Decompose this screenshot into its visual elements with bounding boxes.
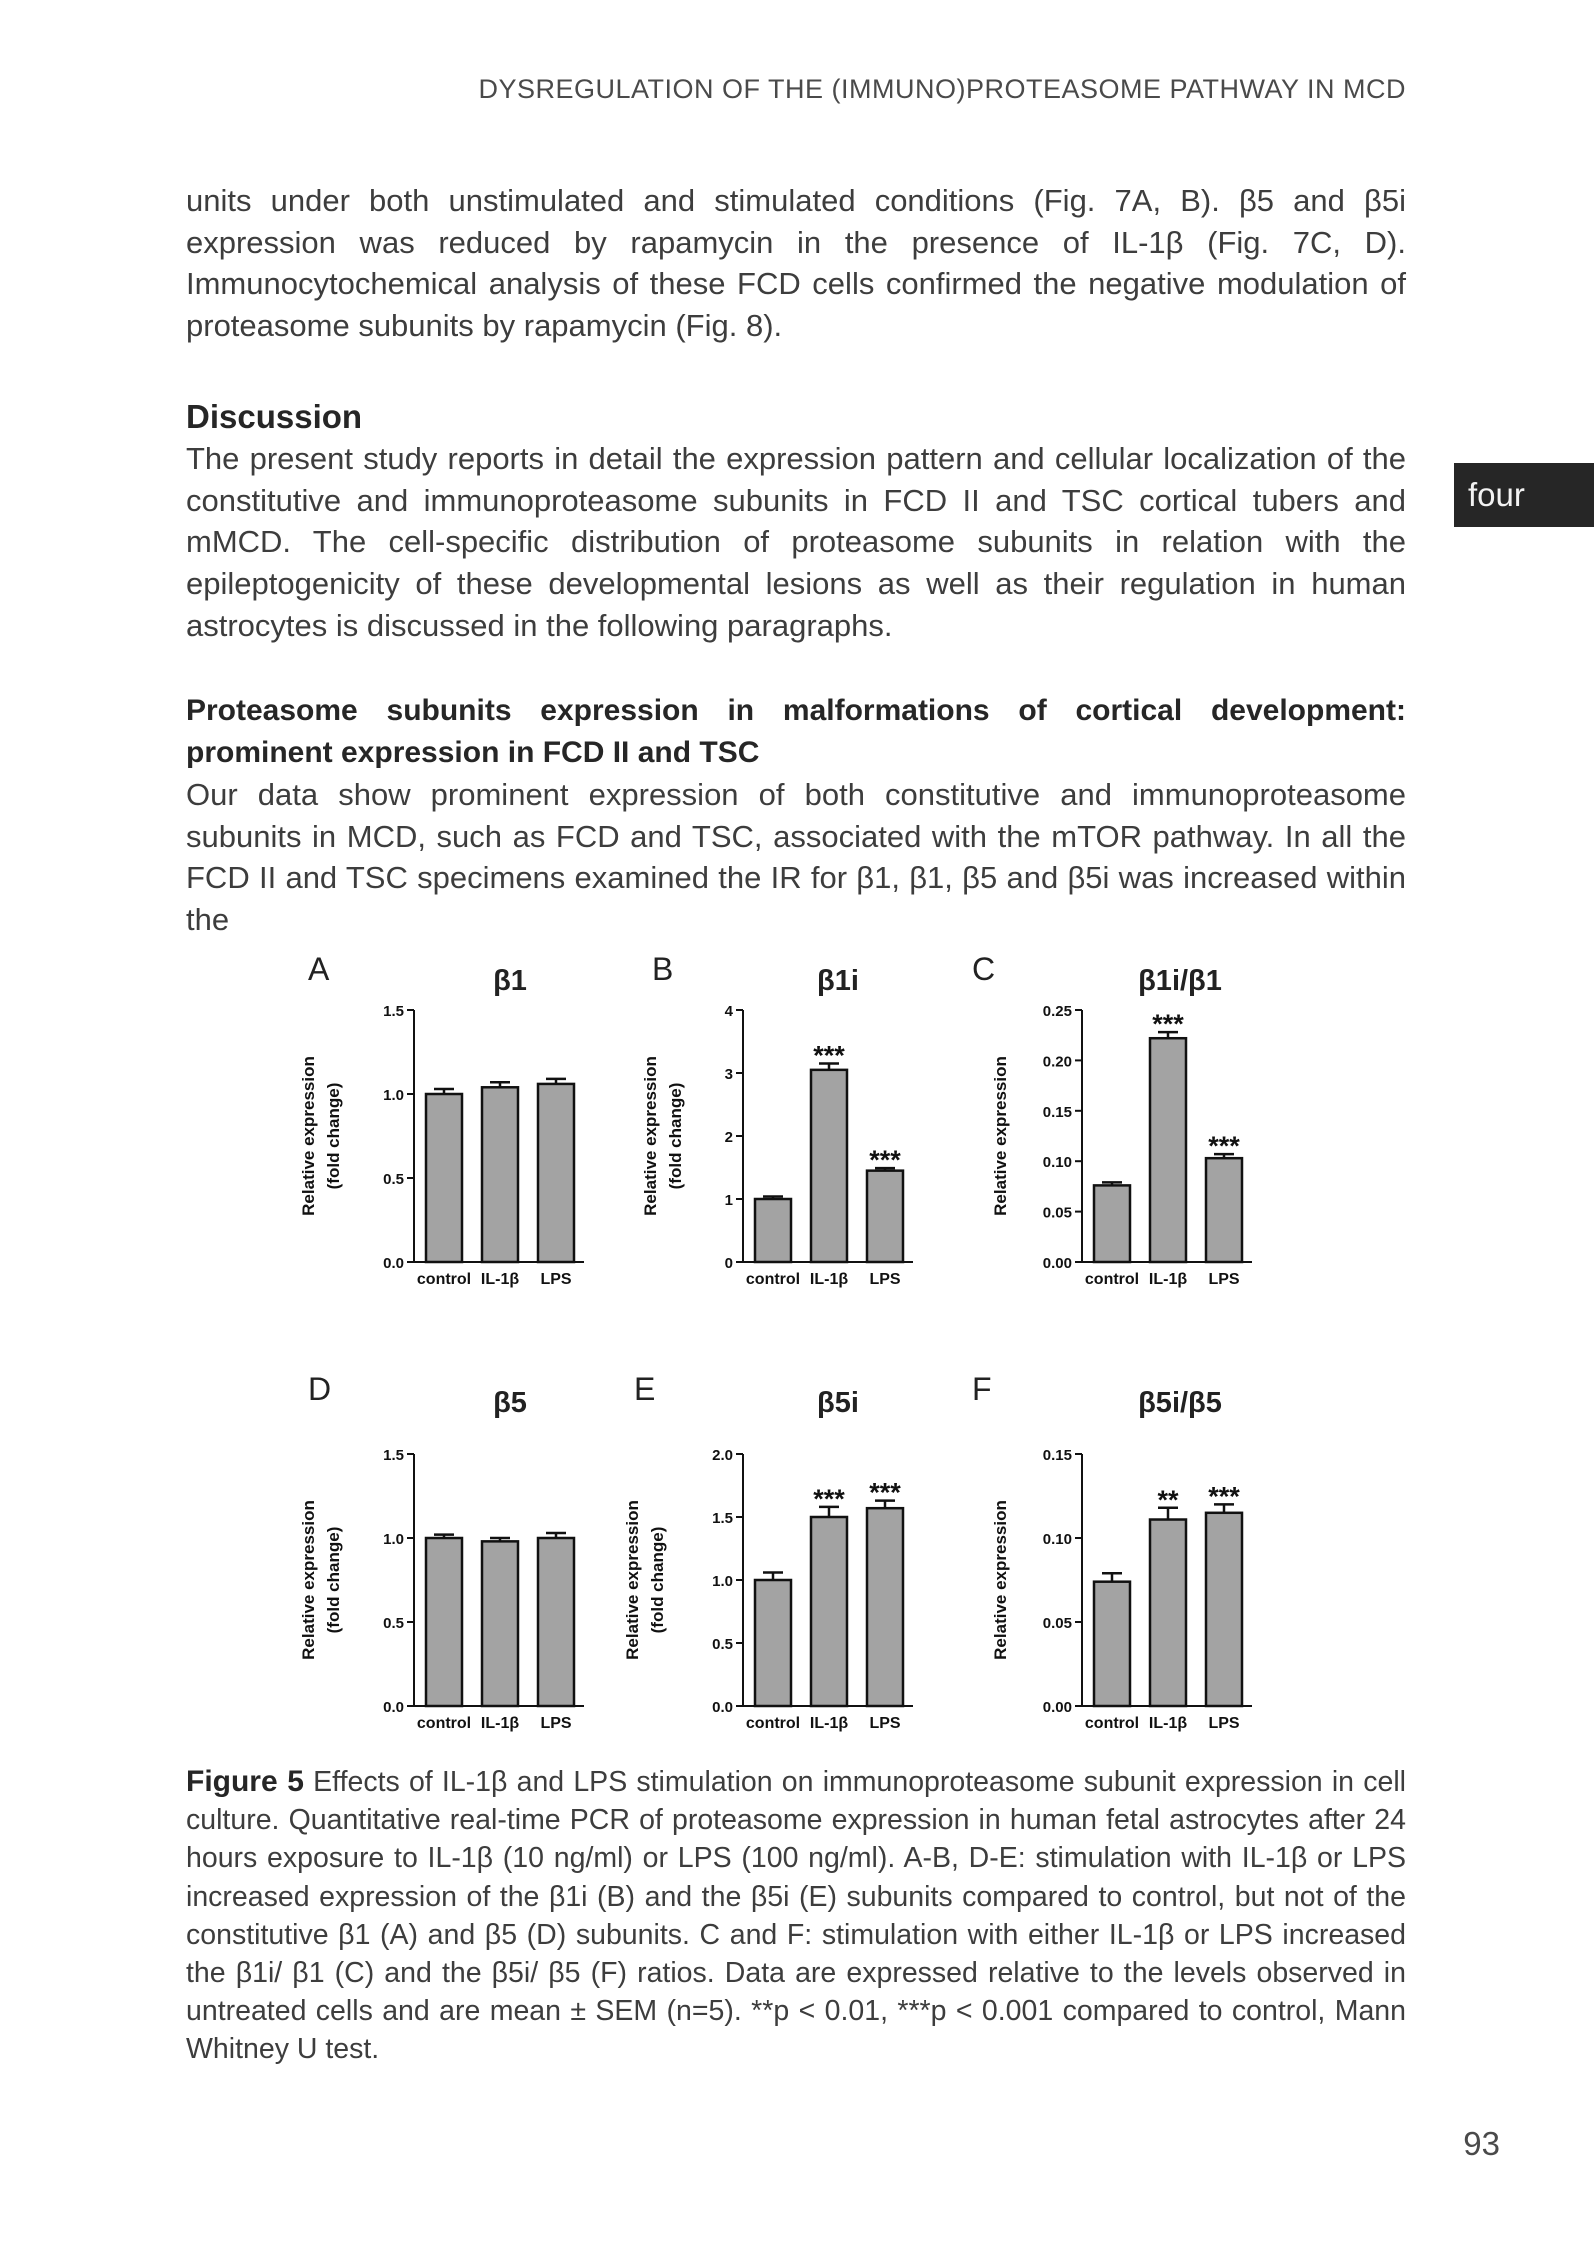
- panel-letter-f: F: [972, 1371, 992, 1407]
- bar-f-2: [1206, 1513, 1242, 1706]
- y-tick-label-b: 4: [724, 1003, 733, 1020]
- y-tick-label-e: 1.5: [712, 1510, 733, 1527]
- panel-letter-c: C: [972, 951, 996, 987]
- y-tick-label-f: 0.10: [1042, 1531, 1072, 1548]
- y-axis-label-line: Relative expression: [991, 1056, 1010, 1216]
- discussion-heading: Discussion: [186, 398, 363, 435]
- panel-title-b: β1i: [817, 965, 859, 997]
- y-tick-label-f: 0.00: [1042, 1699, 1072, 1716]
- category-label-a-2: LPS: [540, 1271, 572, 1288]
- y-tick-label-a: 1.5: [383, 1003, 404, 1020]
- category-label-b-2: LPS: [869, 1271, 901, 1288]
- body-paragraph-1: units under both unstimulated and stimulated conditions (Fig. 7A, B). β5 and β5i expression was reduced by rapamycin in the presence of IL-1β (Fig. 7C, D). Immunocytochemical analysis of these FCD cells confirmed the negative modulation of proteasome subunits by rapamycin (Fig. 8).: [186, 183, 1406, 344]
- y-axis-label-c: [991, 1056, 1010, 1216]
- y-tick-label-f: 0.15: [1042, 1447, 1072, 1464]
- bar-c-1: [1150, 1038, 1186, 1262]
- y-tick-label-c: 0.10: [1042, 1154, 1072, 1172]
- bar-e-1: [811, 1517, 847, 1706]
- y-tick-label-e: 0.0: [712, 1699, 733, 1716]
- bar-a-0: [426, 1094, 462, 1262]
- y-axis-label-line: Relative expression: [641, 1056, 660, 1216]
- bar-f-1: [1150, 1520, 1186, 1706]
- y-tick-label-d: 1.0: [383, 1531, 404, 1548]
- category-label-f-0: control: [1084, 1715, 1140, 1732]
- bar-b-0: [755, 1199, 791, 1262]
- category-label-b-0: control: [745, 1271, 801, 1288]
- panel-title-e: β5i: [817, 1387, 859, 1419]
- category-label-f-2: LPS: [1208, 1715, 1240, 1732]
- category-label-b-1: IL-1β: [809, 1271, 849, 1288]
- panel-letter-d: D: [308, 1371, 332, 1407]
- y-axis-label-line: (fold change): [324, 1082, 343, 1190]
- significance-b-1: ***: [813, 1040, 845, 1071]
- category-label-d-1: IL-1β: [480, 1715, 520, 1732]
- y-tick-label-b: 3: [724, 1066, 733, 1083]
- significance-e-1: ***: [813, 1483, 845, 1514]
- y-tick-label-e: 2.0: [712, 1447, 733, 1464]
- figure-caption-text: Effects of IL-1β and LPS stimulation on immunoproteasome subunit expression in cell culture. Quantitative real-time PCR of proteasome expression in human fetal astrocytes after 24 hours exposure to IL-1β (10 ng/ml) or LPS (100 ng/ml). A-B, D-E: stimulation with IL-1β or LPS increased expression of the β1i (B) and the β5i (E) subunits compared to control, but not of the constitutive β1 (A) and β5 (D) subunits. C and F: stimulation with either IL-1β or LPS increased the β1i/ β1 (C) and the β5i/ β5 (F) ratios. Data are expressed relative to the levels observed in untreated cells and are mean ± SEM (n=5). **p < 0.01, ***p < 0.001 compared to control, Mann Whitney U test.: [186, 1766, 1406, 2066]
- significance-f-1: **: [1157, 1484, 1179, 1515]
- y-tick-label-e: 1.0: [712, 1573, 733, 1590]
- y-axis-label-b: [641, 1056, 685, 1216]
- y-tick-label-a: 0.5: [383, 1171, 404, 1188]
- y-tick-label-c: 0.05: [1042, 1204, 1072, 1222]
- bar-b-1: [811, 1070, 847, 1262]
- bar-c-2: [1206, 1158, 1242, 1262]
- y-tick-label-b: 1: [724, 1192, 733, 1209]
- y-axis-label-f: [991, 1500, 1010, 1660]
- category-label-c-2: LPS: [1208, 1271, 1240, 1288]
- y-axis-label-e: [623, 1500, 667, 1660]
- y-tick-label-d: 0.0: [383, 1699, 404, 1716]
- y-axis-label-d: [299, 1500, 343, 1660]
- y-axis-label-a: [299, 1056, 343, 1216]
- y-tick-label-a: 0.0: [383, 1255, 404, 1272]
- bar-d-0: [426, 1538, 462, 1706]
- y-axis-label-line: (fold change): [648, 1526, 667, 1634]
- bar-a-2: [538, 1084, 574, 1262]
- body-paragraph-2: The present study reports in detail the expression pattern and cellular localization of the constitutive and immunoproteasome subunits in FCD II and TSC cortical tubers and mMCD. The cell-specific distribution of proteasome subunits in relation with the epileptogenicity of these developmental lesions as well as their regulation in human astrocytes is discussed in the following paragraphs.: [186, 441, 1406, 643]
- bar-a-1: [482, 1087, 518, 1262]
- category-label-e-2: LPS: [869, 1715, 901, 1732]
- category-label-e-0: control: [745, 1715, 801, 1732]
- y-tick-label-e: 0.5: [712, 1636, 733, 1653]
- y-tick-label-f: 0.05: [1042, 1615, 1072, 1632]
- y-axis-label-line: Relative expression: [623, 1500, 642, 1660]
- y-tick-label-d: 1.5: [383, 1447, 404, 1464]
- panel-letter-e: E: [634, 1371, 656, 1407]
- bar-f-0: [1094, 1582, 1130, 1706]
- significance-c-1: ***: [1152, 1009, 1184, 1040]
- category-label-c-0: control: [1084, 1271, 1140, 1288]
- panel-title-d: β5: [493, 1387, 527, 1419]
- y-tick-label-b: 0: [724, 1255, 733, 1272]
- y-tick-label-c: 0.00: [1042, 1255, 1072, 1272]
- category-label-c-1: IL-1β: [1148, 1271, 1188, 1288]
- bar-e-0: [755, 1580, 791, 1706]
- y-axis-label-line: (fold change): [666, 1082, 685, 1190]
- y-axis-label-line: (fold change): [324, 1526, 343, 1634]
- y-axis-label-line: Relative expression: [299, 1056, 318, 1216]
- significance-e-2: ***: [869, 1477, 901, 1508]
- body-paragraph-3: Our data show prominent expression of both constitutive and immunoproteasome subunits in MCD, such as FCD and TSC, associated with the mTOR pathway. In all the FCD II and TSC specimens examined the IR for β1, β1, β5 and β5i was increased within the: [186, 777, 1406, 938]
- category-label-a-1: IL-1β: [480, 1271, 520, 1288]
- y-axis-label-line: Relative expression: [991, 1500, 1010, 1660]
- page-number: 93: [1463, 2125, 1500, 2162]
- panel-title-c: β1i/β1: [1138, 965, 1222, 997]
- bar-d-2: [538, 1538, 574, 1706]
- y-axis-label-line: Relative expression: [299, 1500, 318, 1660]
- significance-b-2: ***: [869, 1145, 901, 1176]
- panel-title-a: β1: [493, 965, 527, 997]
- y-tick-label-d: 0.5: [383, 1615, 404, 1632]
- significance-c-2: ***: [1208, 1131, 1240, 1162]
- bar-e-2: [867, 1508, 903, 1706]
- y-tick-label-c: 0.15: [1042, 1103, 1072, 1121]
- running-head: DYSREGULATION OF THE (IMMUNO)PROTEASOME PATHWAY IN MCD: [478, 74, 1406, 104]
- y-tick-label-b: 2: [724, 1129, 733, 1146]
- panel-letter-a: A: [308, 951, 330, 987]
- category-label-e-1: IL-1β: [809, 1715, 849, 1732]
- bar-c-0: [1094, 1185, 1130, 1262]
- bar-d-1: [482, 1541, 518, 1706]
- chapter-tab: four: [1454, 463, 1594, 527]
- subsection-heading: Proteasome subunits expression in malformations of cortical development: prominent expression in FCD II and TSC: [186, 694, 1406, 769]
- category-label-f-1: IL-1β: [1148, 1715, 1188, 1732]
- category-label-d-2: LPS: [540, 1715, 572, 1732]
- y-tick-label-c: 0.20: [1042, 1053, 1072, 1071]
- panel-title-f: β5i/β5: [1138, 1387, 1222, 1419]
- y-tick-label-c: 0.25: [1042, 1003, 1072, 1020]
- panel-letter-b: B: [652, 951, 674, 987]
- category-label-d-0: control: [416, 1715, 472, 1732]
- y-tick-label-a: 1.0: [383, 1087, 404, 1104]
- figure-caption: [186, 1763, 1406, 2069]
- category-label-a-0: control: [416, 1271, 472, 1288]
- significance-f-2: ***: [1208, 1481, 1240, 1512]
- figure-caption-label: Figure 5: [186, 1765, 304, 1798]
- bar-b-2: [867, 1171, 903, 1262]
